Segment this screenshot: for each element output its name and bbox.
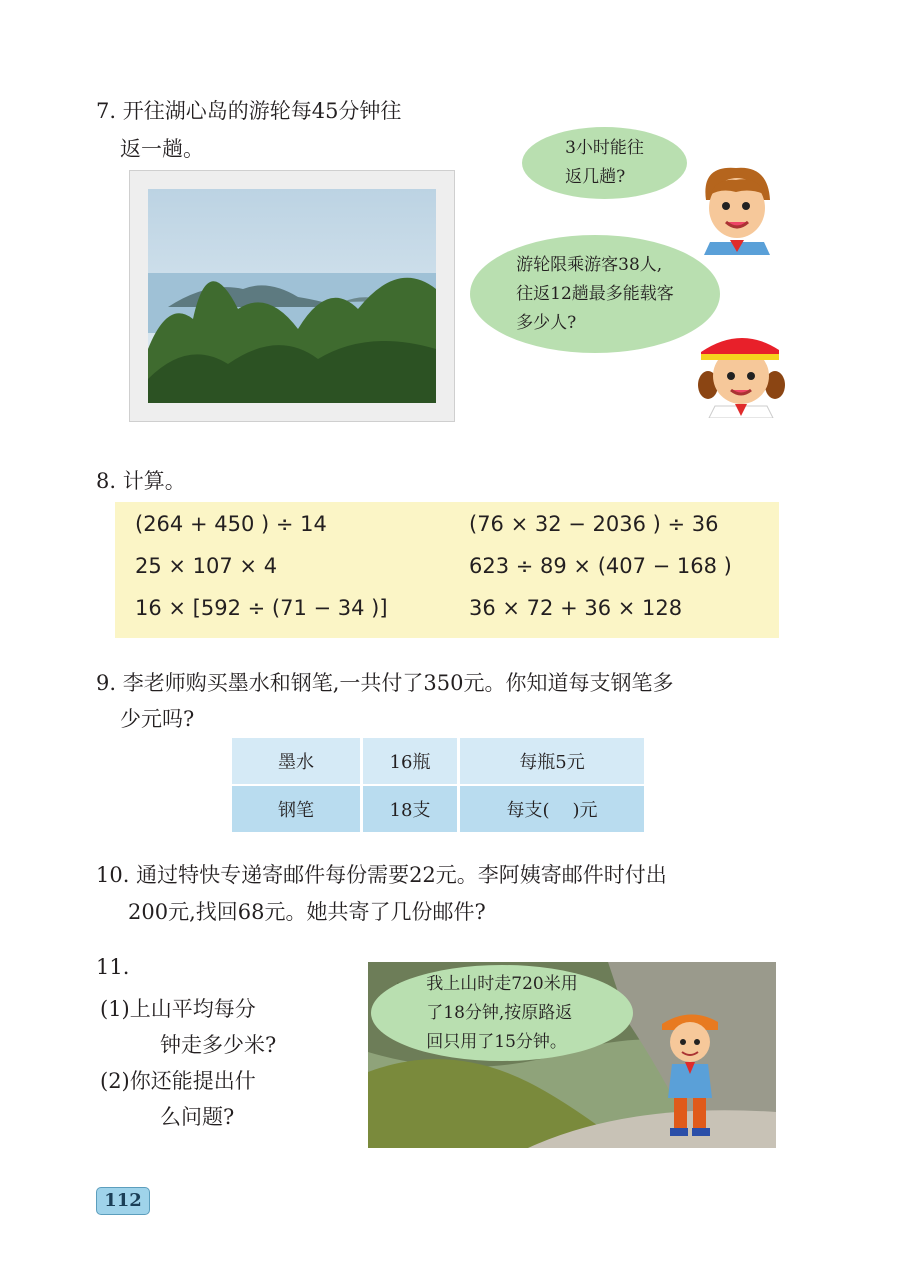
lake-island-photo xyxy=(129,170,455,422)
q7-text-line2: 返一趟。 xyxy=(120,137,204,161)
calc-expression-5: 16 × [592 ÷ (71 − 34 )] xyxy=(135,596,388,620)
calculation-box xyxy=(115,502,779,638)
calc-expression-1: (264 + 450 ) ÷ 14 xyxy=(135,512,327,536)
q11-title: 11. xyxy=(96,955,130,979)
table-cell: 每瓶5元 xyxy=(460,738,644,784)
calc-expression-3: 25 × 107 × 4 xyxy=(135,554,278,578)
q8-title: 8. 计算。 xyxy=(96,469,186,493)
boy-cartoon xyxy=(696,160,778,255)
q11-sub2-line1: (2)你还能提出什 xyxy=(100,1069,256,1093)
girl-speech-bubble xyxy=(470,235,720,353)
q11-sub1-line2: 钟走多少米? xyxy=(160,1033,277,1057)
table-cell: 钢笔 xyxy=(232,786,360,832)
q11-sub1-line1: (1)上山平均每分 xyxy=(100,997,256,1021)
price-table xyxy=(232,738,644,832)
hiker-boy-cartoon xyxy=(650,1010,730,1140)
q10-text-line1: 10. 通过特快专递寄邮件每份需要22元。李阿姨寄邮件时付出 xyxy=(96,863,667,887)
page-number: 112 xyxy=(96,1187,150,1215)
hiker-speech-bubble xyxy=(371,965,633,1061)
q10-text-line2: 200元,找回68元。她共寄了几份邮件? xyxy=(128,900,486,924)
q9-text-line2: 少元吗? xyxy=(120,707,195,731)
boy-speech-text: 3小时能往 返几趟? xyxy=(565,138,644,187)
calc-expression-4: 623 ÷ 89 × (407 − 168 ) xyxy=(469,554,732,578)
q11-sub2-line2: 么问题? xyxy=(160,1105,235,1129)
calc-expression-2: (76 × 32 − 2036 ) ÷ 36 xyxy=(469,512,719,536)
q7-text-line1: 7. 开往湖心岛的游轮每45分钟往 xyxy=(96,99,402,123)
table-cell: 墨水 xyxy=(232,738,360,784)
calc-expression-6: 36 × 72 + 36 × 128 xyxy=(469,596,683,620)
hiker-speech-text: 我上山时走720米用 了18分钟,按原路返 回只用了15分钟。 xyxy=(426,973,578,1052)
table-cell: 16瓶 xyxy=(363,738,457,784)
table-cell: 每支( )元 xyxy=(460,786,644,832)
table-cell: 18支 xyxy=(363,786,457,832)
q9-text-line1: 9. 李老师购买墨水和钢笔,一共付了350元。你知道每支钢笔多 xyxy=(96,671,674,695)
girl-speech-text: 游轮限乘游客38人, 往返12趟最多能载客 多少人? xyxy=(516,254,674,333)
boy-speech-bubble xyxy=(522,127,687,199)
girl-cartoon xyxy=(693,330,788,418)
